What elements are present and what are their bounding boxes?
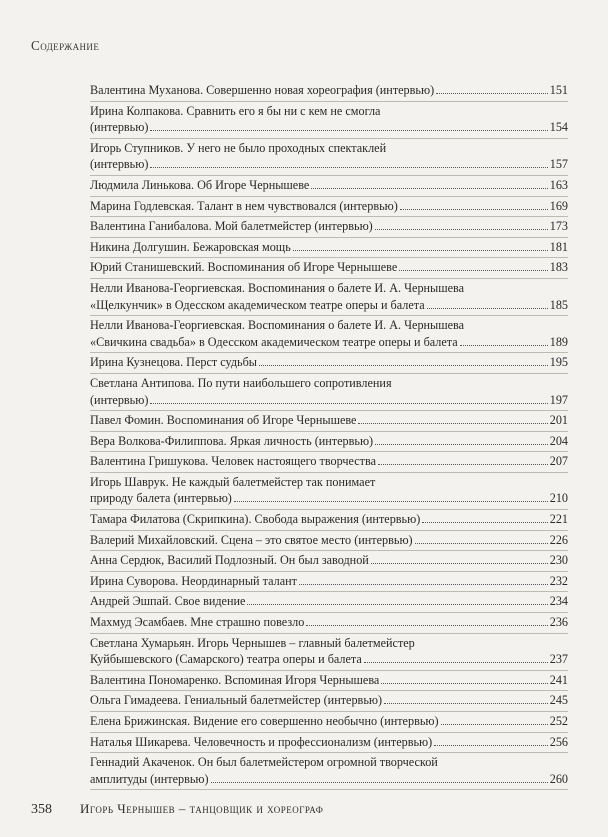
dot-leader (415, 543, 548, 544)
dot-leader (434, 745, 548, 746)
toc-entry-line (90, 593, 568, 610)
toc-entry (90, 473, 568, 510)
toc-entry-title: Светлана Хумарьян. Игорь Чернышев – главный балетмейстер (90, 635, 415, 650)
toc-entry-title: (интервью) (90, 157, 149, 172)
toc-entry-title: Анна Сердюк, Василий Подлозный. Он был заводной (90, 553, 369, 568)
toc-page-number: 234 (549, 594, 568, 609)
toc-entry-title: Валентина Гришукова. Человек настоящего творчества (90, 454, 376, 469)
toc-page-number: 189 (549, 334, 568, 349)
toc-entry (90, 258, 568, 279)
dot-leader (381, 683, 547, 684)
dot-leader (400, 209, 548, 210)
toc-entry-line (90, 754, 568, 771)
toc-page-number: 185 (549, 297, 568, 312)
toc-entry-line (90, 239, 568, 256)
toc-entry-title: «Свичкина свадьба» в Одесском академическом театре оперы и балета (90, 334, 458, 349)
toc-page-number: 226 (549, 532, 568, 547)
toc-page-number: 256 (549, 734, 568, 749)
toc-page-number: 181 (549, 239, 568, 254)
dot-leader (422, 522, 547, 523)
toc-entry-title: Людмила Линькова. Об Игоре Чернышеве (90, 177, 310, 192)
dot-leader (378, 464, 548, 465)
toc-entry-line (90, 552, 568, 569)
toc-entry-line (90, 177, 568, 194)
toc-entry-title: амплитуды (интервью) (90, 771, 209, 786)
toc-entry-line (90, 412, 568, 429)
toc-entry-line (90, 474, 568, 491)
toc-entry (90, 452, 568, 473)
dot-leader (375, 444, 548, 445)
dot-leader (399, 270, 547, 271)
toc-entry (90, 753, 568, 790)
dot-leader (259, 365, 548, 366)
toc-entry-line (90, 375, 568, 392)
toc-entry-line (90, 433, 568, 450)
toc-entry (90, 691, 568, 712)
toc-entry (90, 634, 568, 671)
toc-entry (90, 671, 568, 692)
toc-entry-line (90, 392, 568, 409)
toc-page-number: 204 (549, 433, 568, 448)
toc-page-number: 163 (549, 177, 568, 192)
dot-leader (371, 563, 548, 564)
toc-entry (90, 531, 568, 552)
toc-page-number: 210 (549, 491, 568, 506)
page-number: 358 (31, 802, 52, 817)
toc-entry-title: Наталья Шикарева. Человечность и профессионализм (интервью) (90, 734, 433, 749)
dot-leader (150, 403, 547, 404)
toc-entry (90, 374, 568, 411)
toc-entry-title: Вера Волкова-Филиппова. Яркая личность (интервью) (90, 433, 374, 448)
dot-leader (375, 229, 548, 230)
toc-entry-title: (интервью) (90, 392, 149, 407)
toc-entry-title: Геннадий Акаченок. Он был балетмейстером огромной творческой (90, 755, 438, 770)
toc-entry-line (90, 692, 568, 709)
toc-entry-title: природу балета (интервью) (90, 491, 232, 506)
dot-leader (293, 250, 548, 251)
toc-page-number: 207 (549, 454, 568, 469)
dot-leader (311, 188, 547, 189)
toc-entry-title: Ирина Кузнецова. Перст судьбы (90, 355, 257, 370)
toc-entry (90, 139, 568, 176)
toc-entry-title: Светлана Антипова. По пути наибольшего сопротивления (90, 375, 392, 390)
toc-entry-title: Марина Годлевская. Талант в нем чувствовался (интервью) (90, 198, 398, 213)
toc-entry-line (90, 156, 568, 173)
toc-entry (90, 712, 568, 733)
dot-leader (384, 703, 548, 704)
toc-entry (90, 411, 568, 432)
toc-entry-title: Валентина Муханова. Совершенно новая хореография (интервью) (90, 83, 435, 97)
toc-entry (90, 238, 568, 259)
page-footer (31, 801, 323, 818)
toc-entry (90, 197, 568, 218)
toc-page-number: 237 (549, 652, 568, 667)
toc-entry-title: Нелли Иванова-Георгиевская. Воспоминания о балете И. А. Чернышева (90, 318, 465, 333)
toc-entry-line (90, 334, 568, 351)
toc-entry-title: Тамара Филатова (Скрипкина). Свобода выражения (интервью) (90, 512, 421, 527)
toc-entry-title: Игорь Шаврук. Не каждый балетмейстер так понимает (90, 474, 376, 489)
toc-page-number: 252 (549, 714, 568, 728)
toc-entry-title: Павел Фомин. Воспоминания об Игоре Чернышеве (90, 413, 357, 428)
toc-entry (90, 551, 568, 572)
toc-entry-title: Валентина Пономаренко. Вспоминая Игоря Чернышева (90, 672, 380, 687)
toc-page-number: 183 (549, 260, 568, 275)
dot-leader (358, 423, 547, 424)
book-title: Игорь Чернышев – танцовщик и хореограф (80, 801, 324, 816)
toc-page-number: 173 (549, 219, 568, 234)
toc-page-number: 241 (549, 672, 568, 687)
dot-leader (427, 308, 548, 309)
toc-entry (90, 432, 568, 453)
toc-entry (90, 733, 568, 754)
toc-page-number: 221 (549, 512, 568, 527)
toc-entry-line (90, 82, 568, 99)
toc-entry-line (90, 453, 568, 470)
toc-entry-title: Махмуд Эсамбаев. Мне страшно повезло (90, 615, 305, 630)
toc-entry (90, 279, 568, 316)
toc-page-number: 169 (549, 198, 568, 213)
toc-entry-line (90, 511, 568, 528)
toc-entry (90, 510, 568, 531)
table-of-contents (90, 81, 568, 790)
toc-entry-title: Валентина Ганибалова. Мой балетмейстер (интервью) (90, 219, 373, 234)
toc-entry-title: Куйбышевского (Самарского) театра оперы и балета (90, 652, 362, 667)
toc-entry-line (90, 734, 568, 751)
toc-page-number: 195 (549, 355, 568, 370)
toc-page-number: 245 (549, 693, 568, 708)
toc-entry-title: Игорь Ступников. У него не было проходных спектаклей (90, 140, 387, 155)
toc-entry-title: Валерий Михайловский. Сцена – это святое место (интервью) (90, 532, 413, 547)
toc-entry-line (90, 635, 568, 652)
toc-entry-title: Никина Долгушин. Бежаровская мощь (90, 239, 291, 254)
toc-page-number: 232 (549, 573, 568, 588)
toc-entry-title: (интервью) (90, 120, 149, 135)
toc-entry (90, 572, 568, 593)
toc-entry-line (90, 317, 568, 334)
toc-entry-title: Ирина Суворова. Неординарный талант (90, 573, 297, 588)
toc-page-number: 197 (549, 392, 568, 407)
toc-page-number: 201 (549, 413, 568, 428)
toc-page-number: 260 (549, 771, 568, 786)
dot-leader (460, 345, 548, 346)
toc-entry-line (90, 103, 568, 120)
toc-entry (90, 592, 568, 613)
toc-page-number: 151 (549, 83, 568, 97)
toc-entry-line (90, 259, 568, 276)
dot-leader (364, 662, 548, 663)
toc-entry-line (90, 297, 568, 314)
dot-leader (150, 130, 547, 131)
toc-entry-title: Ольга Гимадеева. Гениальный балетмейстер (интервью) (90, 693, 383, 708)
toc-entry (90, 81, 568, 102)
toc-entry-line (90, 198, 568, 215)
dot-leader (150, 167, 547, 168)
toc-page-number: 154 (549, 120, 568, 135)
toc-entry (90, 217, 568, 238)
dot-leader (234, 501, 548, 502)
toc-entry-line (90, 651, 568, 668)
toc-entry-line (90, 614, 568, 631)
toc-page-number: 230 (549, 553, 568, 568)
toc-entry-title: Ирина Колпакова. Сравнить его я бы ни с кем не смогла (90, 103, 381, 118)
toc-entry-line (90, 354, 568, 371)
section-title: Содержание (31, 38, 100, 53)
dot-leader (211, 782, 548, 783)
toc-entry-title: «Щелкунчик» в Одесском академическом театре оперы и балета (90, 297, 425, 312)
toc-entry (90, 316, 568, 353)
toc-entry-title: Нелли Иванова-Георгиевская. Воспоминания о балете И. А. Чернышева (90, 280, 465, 295)
toc-entry-title: Юрий Станишевский. Воспоминания об Игоре Чернышеве (90, 260, 398, 275)
toc-entry-line (90, 140, 568, 157)
toc-entry-line (90, 672, 568, 689)
toc-entry-line (90, 280, 568, 297)
dot-leader (436, 93, 548, 94)
toc-entry-line (90, 573, 568, 590)
dot-leader (247, 604, 547, 605)
toc-entry (90, 176, 568, 197)
toc-page-number: 157 (549, 157, 568, 172)
toc-entry (90, 102, 568, 139)
toc-entry (90, 353, 568, 374)
toc-page-number: 236 (549, 615, 568, 630)
dot-leader (306, 625, 547, 626)
toc-entry-line (90, 532, 568, 549)
toc-entry-line (90, 713, 568, 730)
toc-entry-title: Елена Брижинская. Видение его совершенно необычно (интервью) (90, 714, 439, 728)
toc-entry (90, 613, 568, 634)
toc-entry-line (90, 490, 568, 507)
toc-entry-line (90, 119, 568, 136)
toc-entry-title: Андрей Эшпай. Свое видение (90, 594, 246, 609)
toc-entry-line (90, 218, 568, 235)
toc-entry-line (90, 771, 568, 788)
dot-leader (441, 724, 548, 725)
dot-leader (299, 584, 548, 585)
